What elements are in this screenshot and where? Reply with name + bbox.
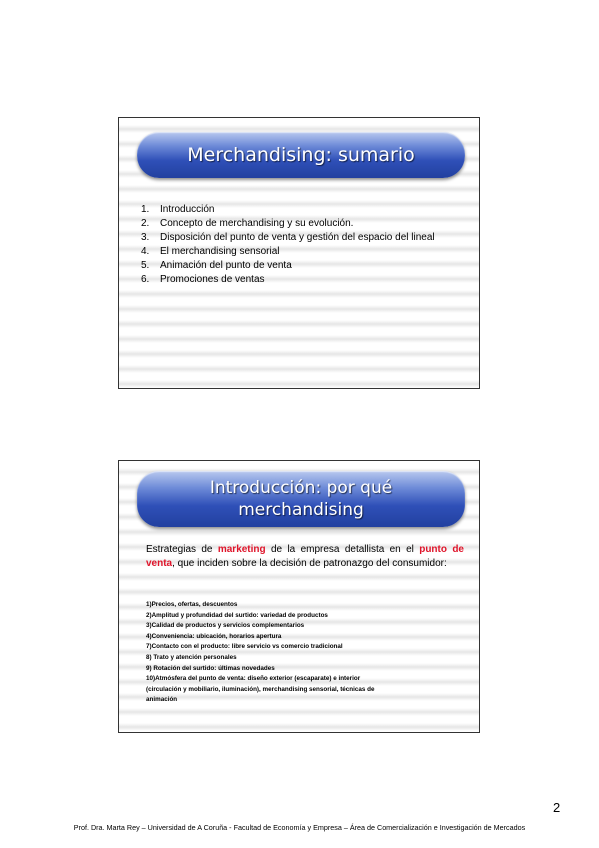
slide-title-banner [137,132,465,178]
agenda-list [141,203,461,287]
slide-title: Merchandising: sumario [187,144,415,166]
list-item: 1. Introducción [141,204,215,215]
list-item: 1)Precios, ofertas, descuentos [146,601,238,608]
list-item: (circulación y mobiliario, iluminación), merchandising sensorial, técnicas de [146,685,375,693]
list-item: 8) Trato y atención personales [146,653,237,661]
factors-list [146,600,466,706]
list-item: 3. Disposición del punto de venta y gestión del espacio del lineal [141,232,435,243]
slide-introduccion [118,460,480,733]
page-footer: Prof. Dra. Marta Rey – Universidad de A Coruña - Facultad de Economía y Empresa – Área de Comercialización e Investigación de Mercados [73,823,526,832]
slide-title-banner [137,471,465,527]
intro-paragraph: Estrategias de marketing de la empresa detallista en el punto de venta, que inciden sobre la decisión de patronazgo del consumidor: [146,544,464,569]
list-item: 4)Conveniencia: ubicación, horarios apertura [146,632,282,640]
list-item: 5. Animación del punto de venta [141,260,292,271]
list-item: 4. El merchandising sensorial [141,246,280,257]
list-item: 2)Amplitud y profundidad del surtido: variedad de productos [146,611,328,619]
list-item: 6. Promociones de ventas [141,274,265,285]
list-item: 2. Concepto de merchandising y su evolución. [141,218,354,229]
list-item: animación [146,696,178,704]
list-item: 7)Contacto con el producto: libre servicio vs comercio tradicional [146,643,343,651]
slide-sumario [118,117,480,389]
slide-title-line-1: Introducción: por qué [209,478,393,498]
list-item: 9) Rotación del surtido: últimas novedades [146,664,275,672]
list-item: 3)Calidad de productos y servicios complementarios [146,622,305,630]
highlight-punto-de-venta: punto de venta [146,544,464,569]
highlight-marketing: marketing [217,544,266,555]
slide-title-line-2: merchandising [238,500,364,520]
page-number: 2 [553,800,561,815]
list-item: 10)Atmósfera del punto de venta: diseño exterior (escaparate) e interior [146,675,361,683]
